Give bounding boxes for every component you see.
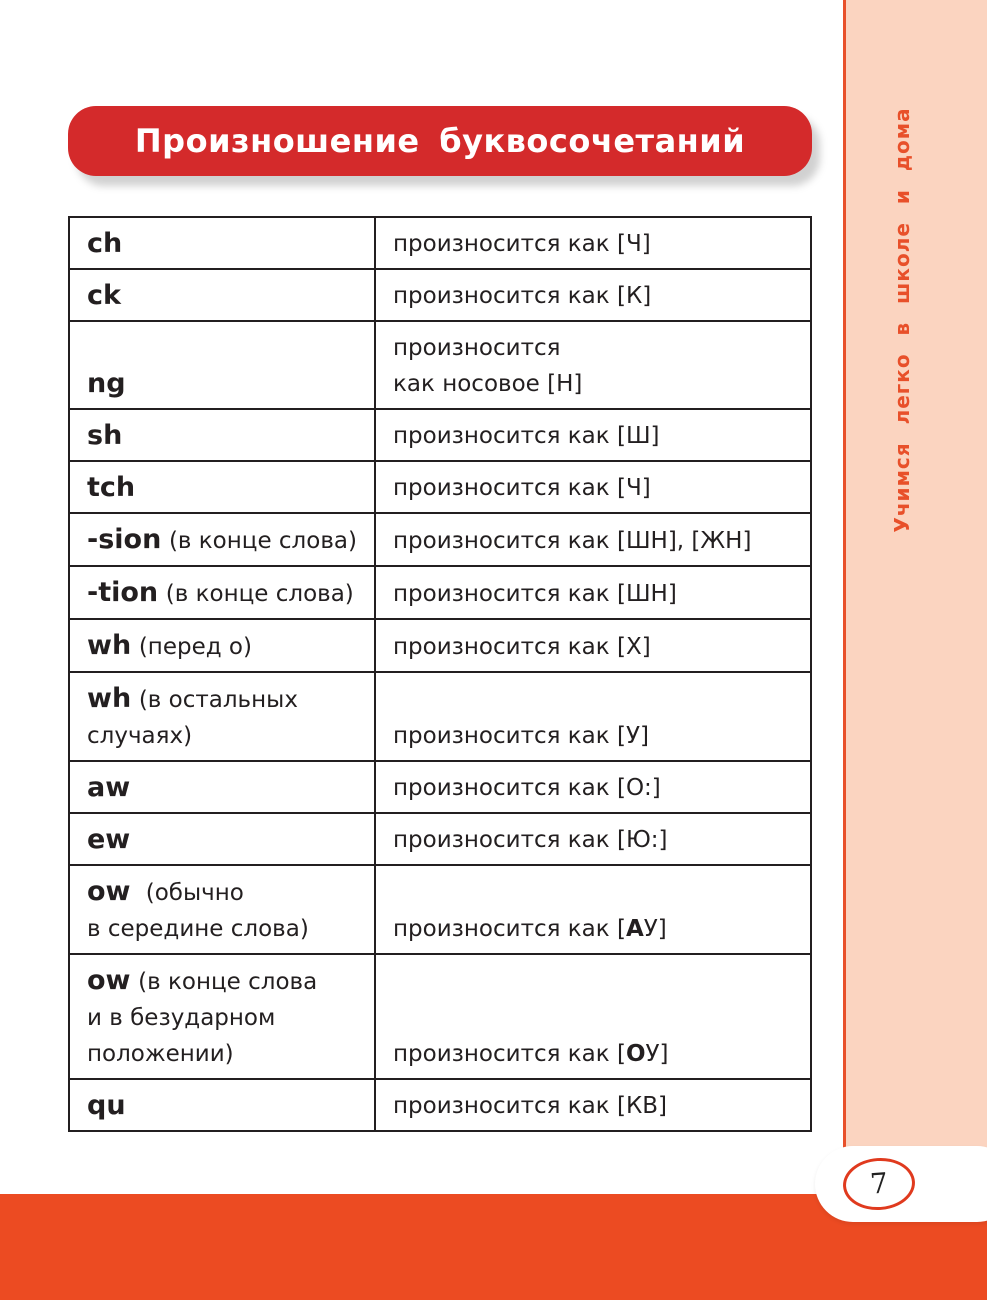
- pronunciation-line: произносится: [393, 335, 561, 361]
- letter-combination-cell: [69, 865, 375, 954]
- table-row: [69, 217, 811, 269]
- usage-note-line: положении): [87, 1041, 234, 1067]
- pronunciation-cell: [375, 566, 811, 619]
- letter-combination-cell: [69, 813, 375, 865]
- usage-note: (обычно: [145, 880, 244, 906]
- pronunciation-cell: [375, 865, 811, 954]
- pronunciation-cell: [375, 1079, 811, 1131]
- pronunciation-cell: [375, 954, 811, 1079]
- pronunciation-cell: [375, 409, 811, 461]
- pronunciation-line: как носовое [Н]: [393, 371, 583, 397]
- pronunciation-cell: [375, 761, 811, 813]
- pronunciation-cell: [375, 269, 811, 321]
- page-title: Произношение буквосочетаний: [134, 122, 746, 160]
- table-row: [69, 865, 811, 954]
- letter-combination: ow: [87, 876, 131, 907]
- pronunciation: произносится как [Ч]: [393, 231, 651, 257]
- pronunciation-suffix: У]: [643, 916, 667, 942]
- stressed-letter: О: [625, 1041, 646, 1067]
- letter-combination-cell: [69, 761, 375, 813]
- sidebar-series-title: Учимся легко в школе и дома: [890, 107, 914, 533]
- pronunciation: произносится как [К]: [393, 283, 652, 309]
- stressed-letter: А: [625, 916, 644, 942]
- letter-combination-cell: [69, 672, 375, 761]
- letter-combination-cell: [69, 269, 375, 321]
- table-row: [69, 269, 811, 321]
- letter-combination: ow: [87, 965, 131, 996]
- pronunciation: произносится как [О:]: [393, 775, 661, 801]
- usage-note-line: случаях): [87, 723, 193, 749]
- pronunciation-suffix: У]: [645, 1041, 669, 1067]
- pronunciation: произносится как [КВ]: [393, 1093, 668, 1119]
- letter-combination-cell: [69, 1079, 375, 1131]
- letter-combination: ew: [87, 824, 131, 855]
- letter-combination: -sion: [87, 524, 162, 555]
- letter-combination-cell: [69, 513, 375, 566]
- pronunciation-cell: [375, 321, 811, 409]
- table-row: [69, 672, 811, 761]
- pronunciation: произносится как [Ч]: [393, 475, 651, 501]
- pronunciation-table: [68, 216, 812, 1132]
- pronunciation: произносится как [Х]: [393, 634, 651, 660]
- table-row: [69, 813, 811, 865]
- letter-combination-cell: [69, 954, 375, 1079]
- letter-combination-cell: [69, 619, 375, 672]
- page-number: 7: [868, 1166, 890, 1201]
- letter-combination: sh: [87, 420, 123, 451]
- pronunciation: произносится как [ШН]: [393, 581, 677, 607]
- pronunciation-cell: [375, 672, 811, 761]
- pronunciation: произносится как [У]: [393, 723, 649, 749]
- letter-combination: qu: [87, 1090, 126, 1121]
- letter-combination: wh: [87, 630, 132, 661]
- pronunciation-cell: [375, 461, 811, 513]
- usage-note: (в конце слова): [168, 528, 357, 554]
- pronunciation-prefix: произносится как [: [393, 916, 626, 942]
- letter-combination-cell: [69, 217, 375, 269]
- title-banner: [68, 106, 812, 176]
- pronunciation-cell: [375, 217, 811, 269]
- letter-combination: aw: [87, 772, 131, 803]
- table-row: [69, 321, 811, 409]
- table-row: [69, 619, 811, 672]
- usage-note: (в остальных: [138, 687, 298, 713]
- letter-combination-cell: [69, 566, 375, 619]
- pronunciation-cell: [375, 619, 811, 672]
- table-row: [69, 761, 811, 813]
- letter-combination: ck: [87, 280, 121, 311]
- letter-combination-cell: [69, 461, 375, 513]
- letter-combination: -tion: [87, 577, 159, 608]
- usage-note-line: и в безударном: [87, 1005, 276, 1031]
- table-row: [69, 1079, 811, 1131]
- pronunciation: произносится как [Ш]: [393, 423, 660, 449]
- table-row: [69, 409, 811, 461]
- letter-combination: ch: [87, 228, 123, 259]
- pronunciation-cell: [375, 513, 811, 566]
- pronunciation-cell: [375, 813, 811, 865]
- usage-note: (в конце слова: [138, 969, 318, 995]
- letter-combination: ng: [87, 368, 126, 399]
- table-row: [69, 513, 811, 566]
- usage-note-line: в середине слова): [87, 916, 309, 942]
- letter-combination: wh: [87, 683, 132, 714]
- pronunciation: произносится как [ШН], [ЖН]: [393, 528, 752, 554]
- usage-note: (перед о): [138, 634, 252, 660]
- letter-combination-cell: [69, 321, 375, 409]
- letter-combination: tch: [87, 472, 136, 503]
- pronunciation-prefix: произносится как [: [393, 1041, 626, 1067]
- table-row: [69, 461, 811, 513]
- pronunciation: произносится как [Ю:]: [393, 827, 668, 853]
- sidebar: [843, 0, 987, 1300]
- table-row: [69, 954, 811, 1079]
- table-row: [69, 566, 811, 619]
- letter-combination-cell: [69, 409, 375, 461]
- usage-note: (в конце слова): [165, 581, 354, 607]
